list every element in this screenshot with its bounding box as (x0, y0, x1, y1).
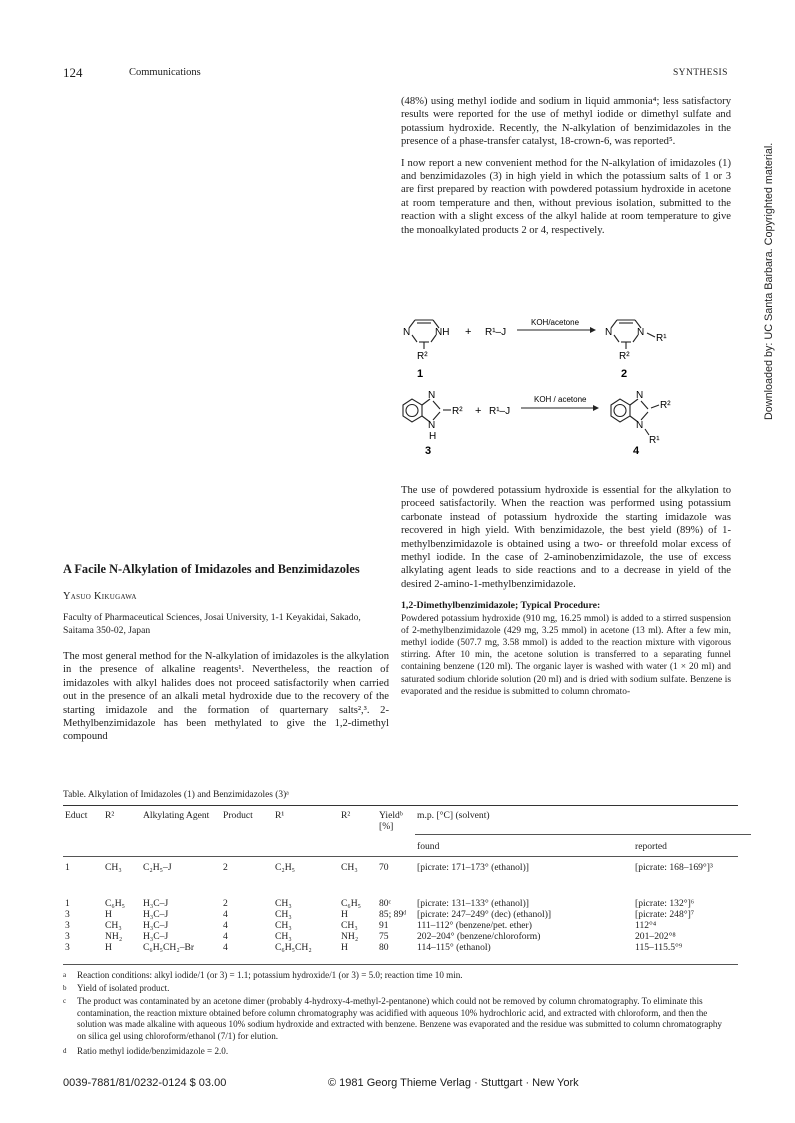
cell-yield: 75 (379, 931, 389, 942)
paragraph: (48%) using methyl iodide and sodium in liquid ammonia⁴; less satisfactory results were reported for the use of methyl iodide or dimethyl sulfate and potassium hydroxide. Recently, the N-alkylation of benzimidazoles in the presence of a phase-transfer catalyst, 18-crown-6, was reported⁵. (401, 96, 731, 148)
cell-found: 202–204° (benzene/chloroform) (417, 931, 541, 942)
substituent-r2: R² (417, 351, 428, 362)
cell-reported: [picrate: 248°]⁷ (635, 909, 695, 920)
cell-reported: [picrate: 168–169°]³ (635, 862, 713, 873)
cell-educt: 3 (65, 909, 70, 920)
cell-educt: 3 (65, 920, 70, 931)
cell-agent: H₃C–J (143, 909, 169, 920)
cell-r1: CH₃ (275, 898, 292, 909)
alkyl-halide: R¹–J (489, 406, 511, 417)
header-yield: Yieldᵇ [%] (379, 810, 403, 832)
cell-r1: C₆H₅CH₂ (275, 942, 312, 953)
footer-copyright: © 1981 Georg Thieme Verlag · Stuttgart · New York (328, 1077, 579, 1089)
header-r2: R² (105, 810, 115, 821)
cell-reported: [picrate: 132°]⁶ (635, 898, 695, 909)
footnote: b Yield of isolated product. (63, 983, 170, 993)
atom-h: H (429, 431, 437, 442)
footnote: a Reaction conditions: alkyl iodide/1 (or 3) = 1.1; potassium hydroxide/1 (or 3) = 5.0; reaction time 10 min. (63, 970, 463, 980)
article-title: A Facile N-Alkylation of Imidazoles and Benzimidazoles (63, 562, 360, 576)
cell-educt: 3 (65, 942, 70, 953)
table-row (63, 931, 751, 942)
atom-n: N (403, 327, 411, 338)
header-educt: Educt (65, 810, 88, 821)
introduction: The most general method for the N-alkylation of imidazoles is the alkylation in the presence of alkaline reagents¹. Nevertheless, the reaction of imidazoles with alkyl halides does not proceed satisfactorily when carried out in the presence of an alkali metal hydroxide due to the recovery of the starting imidazole and the formation of quarternary salts²,³. 2-Methylbenzimidazole has been methylated to give the 1,2-dimethyl compound (63, 651, 389, 743)
cell-found: [picrate: 131–133° (ethanol)] (417, 898, 529, 909)
plus-sign: + (465, 326, 472, 338)
cell-product: 2 (223, 862, 228, 873)
benzimidazole-structure-3 (403, 399, 451, 422)
cell-found: [picrate: 247–249° (dec) (ethanol)] (417, 909, 552, 920)
table-row (63, 886, 751, 909)
table-row (63, 942, 751, 953)
header-mp: m.p. [°C] (solvent) (417, 810, 490, 821)
cell-r2b: H (341, 942, 348, 953)
substituent-r2: R² (452, 406, 463, 417)
reaction-scheme (395, 305, 700, 455)
atom-n: N (636, 390, 644, 401)
procedure-text: Powdered potassium hydroxide (910 mg, 16.25 mmol) is added to a stirred suspension of 2-methylbenzimidazole (429 mg, 3.25 mmol) in acetone (13 ml). After a few min, methyl iodide (507.7 mg, 3.58 mmol) is added to the reaction mixture with vigorous stirring. After 10 min, the acetone solution is transferred to a separating funnel containing benzene (120 ml). The organic layer is washed with water (1 × 20 ml) and saturated sodium chloride solution (20 ml) and is dried with sodium sulfate. Benzene is evaporated and the residue is submitted to column chromato- (401, 613, 731, 697)
reagent-label: KOH / acetone (534, 395, 587, 404)
substituent-r2: R² (619, 351, 630, 362)
cell-found: [picrate: 171–173° (ethanol)] (417, 862, 529, 873)
footnote: c The product was contaminated by an acetone dimer (probably 4-hydroxy-4-methyl-2-pentanone) which could not be removed by column chromatography. To eliminate this contamination, the reaction mixture obtained before column chromatography was acidified with aqueous 10% hydrochloric acid, and extracted with chloroform, and then the solution was made alkaline with aqueous 10% sodium hydroxide and extracted with benzene. Benzene was evaporated and the residue was submitted to column chromatography on silica gel using chloroform/ethanol (7/1) for elution. (63, 996, 722, 1041)
alkyl-halide: R¹–J (485, 327, 507, 338)
cell-r2: CH₃ (105, 920, 122, 931)
compound-label-4: 4 (633, 445, 640, 455)
table-caption: Table. Alkylation of Imidazoles (1) and Benzimidazoles (3)ᵃ (63, 790, 289, 800)
section-name: Communications (129, 67, 201, 78)
cell-product: 4 (223, 942, 228, 953)
cell-educt: 1 (65, 898, 70, 909)
header-found: found (415, 834, 633, 856)
page-number: 124 (63, 65, 83, 80)
cell-r1: CH₃ (275, 909, 292, 920)
atom-n: N (636, 420, 644, 431)
cell-r1: CH₃ (275, 931, 292, 942)
cell-r2: H (105, 942, 112, 953)
cell-educt: 1 (65, 862, 70, 873)
cell-r2: H (105, 909, 112, 920)
paragraph: I now report a new convenient method for the N-alkylation of imidazoles (1) and benzimidazoles (3) in high yield in which the potassium salts of 1 or 3 are first prepared by reaction with powdered potassium hydroxide in acetone at room temperature and then, without previous isolation, submitted to the reaction with a slight excess of the alkyl halide at room temperature to give the monoalkylated products 2 or 4, respectively. (401, 157, 731, 236)
atom-nh: NH (435, 327, 450, 338)
cell-r1: CH₃ (275, 920, 292, 931)
imidazole-structure-2 (611, 320, 655, 349)
benzimidazole-structure-4 (611, 399, 659, 435)
footer-code: 0039-7881/81/0232-0124 $ 03.00 (63, 1077, 227, 1089)
cell-found: 114–115° (ethanol) (417, 942, 491, 953)
compound-label-2: 2 (621, 368, 628, 380)
right-column-top (401, 95, 731, 245)
cell-yield: 85; 89ᵈ (379, 909, 407, 920)
cell-reported: 115–115.5°⁹ (635, 942, 683, 953)
cell-yield: 70 (379, 862, 389, 873)
substituent-r1: R¹ (656, 333, 667, 344)
cell-r2: CH₃ (105, 862, 122, 873)
compound-label-1: 1 (417, 368, 424, 380)
cell-r2b: NH₂ (341, 931, 359, 942)
right-column-bottom (401, 484, 731, 698)
substituent-r2: R² (660, 400, 671, 411)
cell-agent: H₃C–J (143, 931, 169, 942)
table-row (63, 920, 751, 931)
cell-yield: 91 (379, 920, 389, 931)
header-product: Product (223, 810, 253, 821)
cell-r2b: C₆H₅ (341, 898, 362, 909)
footnote: d Ratio methyl iodide/benzimidazole = 2.0. (63, 1046, 229, 1056)
reagent-label: KOH/acetone (531, 318, 580, 327)
cell-product: 2 (223, 898, 228, 909)
cell-educt: 3 (65, 931, 70, 942)
header-r2: R² (341, 810, 351, 821)
cell-agent: H₃C–J (143, 920, 169, 931)
atom-n: N (428, 420, 436, 431)
paragraph: The use of powdered potassium hydroxide is essential for the alkylation to proceed satisfactorily. When the reaction was performed using potassium carbonate instead of potassium hydroxide the starting imidazole was recovered in high yield. With benzimidazole, the best yield (89%) of 1-methylbenzimidazole is obtained using a two- or threefold molar excess of methyl iodide. In the case of 2-aminobenzimidazole, the use of excess alkylating agent leads to side reactions and to a decrease in yield of the desired 2-amino-1-methylbenzimidazole. (401, 485, 731, 590)
header-reported: reported (633, 834, 751, 856)
cell-reported: 201–202°⁸ (635, 931, 676, 942)
cell-product: 4 (223, 931, 228, 942)
journal-name: SYNTHESIS (673, 68, 728, 78)
cell-r2: C₆H₅ (105, 898, 126, 909)
cell-agent: C₆H₅CH₂–Br (143, 942, 195, 953)
cell-product: 4 (223, 920, 228, 931)
substituent-r1: R¹ (649, 435, 660, 446)
cell-r1: C₂H₅ (275, 862, 296, 873)
compound-label-3: 3 (425, 445, 432, 455)
header-agent: Alkylating Agent (143, 810, 210, 821)
cell-yield: 80 (379, 942, 389, 953)
atom-n: N (637, 327, 645, 338)
cell-r2b: CH₃ (341, 862, 358, 873)
cell-r2b: H (341, 909, 348, 920)
cell-product: 4 (223, 909, 228, 920)
cell-found: 111–112° (benzene/pet. ether) (417, 920, 532, 931)
atom-n: N (605, 327, 613, 338)
atom-n: N (428, 390, 436, 401)
cell-agent: H₃C–J (143, 898, 169, 909)
cell-reported: 112°⁴ (635, 920, 657, 931)
cell-agent: C₂H₅–J (143, 862, 172, 873)
author: Yasuo Kikugawa (63, 591, 137, 602)
procedure-title: 1,2-Dimethylbenzimidazole; Typical Procedure: (401, 600, 601, 612)
results-table (63, 810, 751, 953)
cell-r2: NH₂ (105, 931, 123, 942)
table-row (63, 909, 751, 920)
cell-r2b: CH₃ (341, 920, 358, 931)
affiliation: Faculty of Pharmaceutical Sciences, Josai University, 1-1 Keyakidai, Sakado, Saitama 350-02, Japan (63, 612, 361, 636)
table-row (63, 856, 751, 886)
plus-sign: + (475, 405, 482, 417)
header-r1: R¹ (275, 810, 285, 821)
cell-yield: 80ᶜ (379, 898, 392, 909)
download-notice: Downloaded by: UC Santa Barbara. Copyrighted material. (763, 142, 775, 420)
